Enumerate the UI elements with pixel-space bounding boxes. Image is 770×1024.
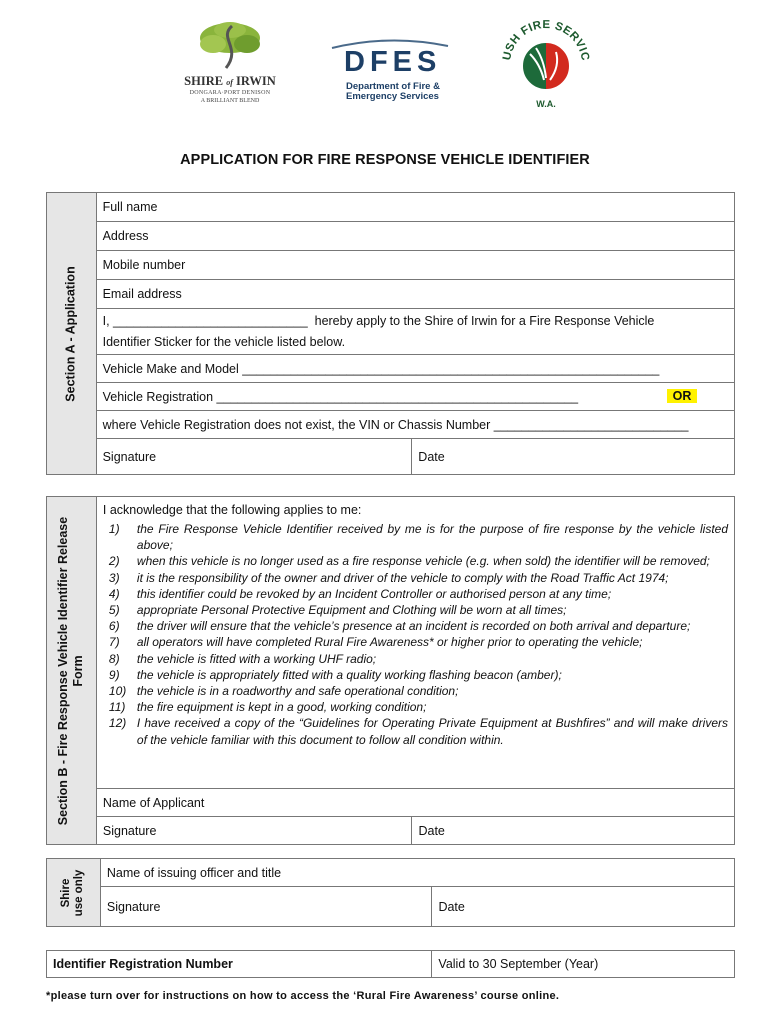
- section-b-label-line-1: Section B - Fire Response Vehicle Identifier Release: [56, 516, 71, 825]
- bfs-arc-text: USH FIRE SERVIC: [501, 18, 592, 62]
- address-field[interactable]: [96, 222, 734, 251]
- condition-number: 4): [108, 586, 120, 601]
- condition-item: [103, 651, 728, 667]
- condition-number: 10): [108, 684, 127, 699]
- condition-text: this identifier could be revoked by an Incident Controller or authorised person at any time;: [136, 586, 612, 601]
- shire-name-2: IRWIN: [235, 74, 276, 88]
- condition-item: [103, 715, 728, 747]
- condition-number: 5): [108, 603, 120, 618]
- condition-text: the vehicle is fitted with a working UHF radio;: [136, 651, 377, 666]
- condition-number: 12): [108, 716, 127, 731]
- bfs-bottom-text: W.A.: [536, 99, 556, 109]
- shire-name-1: SHIRE: [184, 74, 224, 88]
- full-name-label: Full name: [102, 200, 158, 214]
- condition-item: [103, 634, 728, 650]
- section-b-label: [56, 516, 86, 824]
- shire-use-label: [60, 869, 86, 916]
- date-b-field[interactable]: [412, 817, 735, 845]
- condition-item: [103, 667, 728, 683]
- signature-a-label: Signature: [102, 449, 157, 464]
- section-a-label-cell: [47, 193, 97, 475]
- applicant-name-label: Name of Applicant: [102, 795, 205, 810]
- condition-number: 3): [108, 570, 120, 585]
- acknowledgement-block: [96, 497, 734, 789]
- identifier-number-label: Identifier Registration Number: [53, 957, 233, 971]
- condition-item: [103, 699, 728, 715]
- condition-number: 1): [108, 522, 120, 536]
- dfes-line-2: Emergency Services: [346, 91, 439, 102]
- condition-text: the fire equipment is kept in a good, working condition;: [136, 700, 427, 715]
- section-a-table: [46, 192, 735, 475]
- signature-shire-field[interactable]: [100, 887, 432, 927]
- condition-number: 11): [108, 700, 126, 715]
- apply-line-1: I, ____________________________ hereby apply to the Shire of Irwin for a Fire Response Vehicle: [102, 313, 655, 328]
- condition-item: [103, 683, 728, 699]
- bush-fire-service-logo: [500, 18, 592, 110]
- or-highlight: OR: [667, 389, 698, 403]
- date-a-field[interactable]: [412, 439, 735, 475]
- bush-fire-service-emblem-icon: [500, 18, 592, 110]
- address-label: Address: [102, 229, 149, 243]
- footnote: *please turn over for instructions on how to access the ‘Rural Fire Awareness’ course online.: [46, 990, 560, 1002]
- shire-use-table: [46, 858, 735, 927]
- date-a-label: Date: [418, 449, 445, 464]
- identifier-number-field[interactable]: [47, 951, 432, 978]
- condition-item: [103, 618, 728, 634]
- date-shire-label: Date: [438, 899, 465, 914]
- vin-field[interactable]: [96, 411, 734, 439]
- shire-use-label-line-2: use only: [73, 869, 86, 916]
- page-title: APPLICATION FOR FIRE RESPONSE VEHICLE IDENTIFIER: [180, 152, 590, 168]
- dfes-logo: [330, 36, 450, 106]
- make-model-field[interactable]: [96, 355, 734, 383]
- acknowledgement-intro: I acknowledge that the following applies to me:: [102, 503, 362, 517]
- condition-number: 9): [108, 667, 120, 682]
- condition-item: [103, 521, 728, 553]
- condition-text: I have received a copy of the “Guidelines for Operating Private Equipment at Bushfires” and will make drivers of the vehicle familiar with this document to follow all condition within.: [136, 716, 728, 747]
- date-b-label: Date: [418, 823, 445, 838]
- date-shire-field[interactable]: [432, 887, 735, 927]
- registration-box: [46, 950, 735, 978]
- apply-line-2: Identifier Sticker for the vehicle listed below.: [102, 334, 346, 349]
- shire-use-label-line-1: Shire: [60, 878, 73, 907]
- section-b-label-cell: [47, 497, 97, 845]
- valid-to-field[interactable]: [432, 951, 735, 978]
- condition-number: 8): [108, 651, 120, 666]
- condition-text: the Fire Response Vehicle Identifier received by me is for the purpose of fire response by the vehicle listed above;: [136, 522, 728, 553]
- conditions-list: [103, 521, 728, 748]
- signature-shire-label: Signature: [106, 899, 161, 914]
- shire-towns: DONGARA·PORT DENISON: [189, 90, 271, 96]
- applicant-name-field[interactable]: [96, 789, 734, 817]
- section-b-table: [46, 496, 735, 845]
- condition-text: it is the responsibility of the owner and driver of the vehicle to comply with the Road Traffic Act 1974;: [136, 570, 669, 585]
- registration-field[interactable]: [96, 383, 734, 411]
- application-statement[interactable]: [96, 309, 734, 355]
- email-label: Email address: [102, 287, 182, 301]
- vin-label: where Vehicle Registration does not exist, the VIN or Chassis Number ____________________________: [102, 417, 689, 432]
- mobile-field[interactable]: [96, 251, 734, 280]
- condition-number: 2): [108, 554, 120, 569]
- signature-a-field[interactable]: [96, 439, 412, 475]
- registration-label: Vehicle Registration ____________________________________________________: [102, 389, 579, 404]
- issuing-officer-label: Name of issuing officer and title: [106, 865, 282, 880]
- make-model-label: Vehicle Make and Model ____________________________________________________________: [102, 361, 660, 376]
- shire-name-of: of: [226, 78, 233, 87]
- signature-b-field[interactable]: [96, 817, 412, 845]
- condition-text: appropriate Personal Protective Equipment and Clothing will be worn at all times;: [136, 603, 567, 618]
- condition-text: when this vehicle is no longer used as a fire response vehicle (e.g. when sold) the identifier will be removed;: [136, 554, 710, 569]
- full-name-field[interactable]: [96, 193, 734, 222]
- condition-text: the driver will ensure that the vehicle’s presence at an incident is recorded on both arrival and departure;: [136, 619, 691, 634]
- signature-b-label: Signature: [102, 823, 157, 838]
- condition-item: [103, 602, 728, 618]
- valid-to-label: Valid to 30 September (Year): [438, 957, 599, 971]
- dfes-acronym: DFES: [344, 46, 442, 78]
- condition-item: [103, 553, 728, 569]
- section-a-label: Section A - Application: [63, 265, 78, 402]
- section-b-label-line-2: Form: [71, 654, 86, 687]
- condition-text: all operators will have completed Rural Fire Awareness* or higher prior to operating the vehicle;: [136, 635, 643, 650]
- condition-item: [103, 570, 728, 586]
- shire-tagline: A BRILLIANT BLEND: [200, 98, 260, 104]
- mobile-label: Mobile number: [102, 258, 186, 272]
- condition-number: 6): [108, 619, 120, 634]
- tree-icon: [180, 20, 280, 70]
- dfes-line-1: Department of Fire &: [346, 81, 440, 92]
- condition-text: the vehicle is in a roadworthy and safe operational condition;: [136, 684, 459, 699]
- issuing-officer-field[interactable]: [100, 859, 734, 887]
- email-field[interactable]: [96, 280, 734, 309]
- condition-number: 7): [108, 635, 120, 650]
- condition-text: the vehicle is appropriately fitted with a quality working flashing beacon (amber);: [136, 667, 562, 682]
- shire-use-label-cell: [47, 859, 101, 927]
- condition-item: [103, 586, 728, 602]
- shire-of-irwin-logo: [180, 20, 280, 102]
